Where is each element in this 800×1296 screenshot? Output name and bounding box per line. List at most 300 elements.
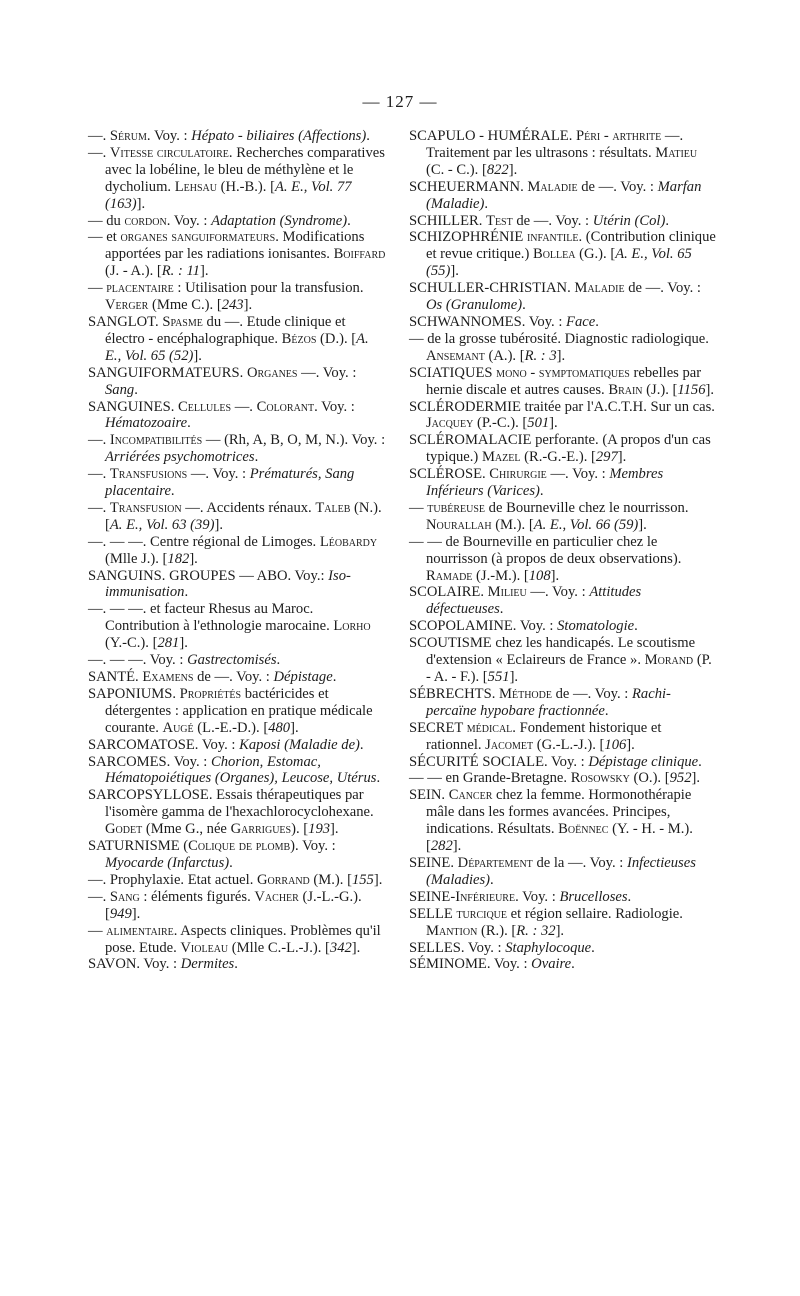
entry-text: .: [665, 212, 669, 229]
entry-text: SCHEUERMANN.: [409, 178, 528, 195]
entry-term: Lehsau: [174, 178, 217, 195]
entry-text: ].: [189, 550, 198, 567]
entry-term: Nourallah: [426, 516, 492, 533]
entry-term: Département: [457, 854, 533, 871]
entry-text: .: [595, 313, 599, 330]
entry-term: Lorho: [333, 618, 371, 635]
entry-reference: Staphylocoque: [505, 939, 592, 956]
entry-term: Léobardy: [319, 533, 378, 550]
index-entry: [88, 838, 388, 872]
entry-text: SCHIZOPHRÉNIE: [409, 229, 527, 246]
entry-text: —. Accidents rénaux.: [181, 499, 316, 516]
entry-reference: 480: [268, 719, 291, 736]
index-entry: [409, 855, 719, 889]
entry-text: SCLÉRODERMIE traitée par l'A.C.T.H. Sur un cas.: [409, 398, 715, 415]
index-entry: [409, 432, 719, 466]
entry-text: (Mlle C.-L.-J.). [: [228, 939, 330, 956]
entry-term: Examens: [142, 669, 194, 685]
entry-term: Matieu: [655, 144, 698, 161]
entry-term: cordon: [124, 212, 167, 229]
entry-text: (O.). [: [629, 770, 670, 787]
entry-text: .: [359, 736, 364, 753]
index-entry: [409, 500, 719, 534]
entry-reference: Gastrectomisés: [187, 652, 277, 669]
entry-term: Augé: [162, 719, 194, 736]
entry-reference: Utérin (Col): [592, 212, 666, 229]
entry-reference: Adaptation (Syndrome): [211, 212, 348, 229]
index-entry: [88, 500, 388, 534]
entry-term: Sang: [109, 888, 140, 905]
entry-text: —.: [88, 888, 110, 905]
entry-text: .: [376, 770, 381, 787]
entry-text: ). [: [291, 821, 309, 838]
index-entry: [409, 331, 719, 365]
index-entry: [88, 314, 388, 365]
index-entry: [88, 145, 388, 213]
entry-text: SAVON. Voy. :: [88, 956, 181, 973]
index-entry: [88, 889, 388, 923]
entry-text: —. Voy. :: [546, 466, 610, 483]
entry-text: (G.-L.-J.). [: [533, 736, 605, 753]
index-entry: [409, 889, 719, 906]
entry-text: SARCOMATOSE. Voy. :: [88, 736, 240, 753]
index-entry: [88, 923, 388, 957]
entry-text: SANGUINS. GROUPES — ABO. Voy.:: [88, 567, 329, 584]
entry-text: —. Traitement par les ultrasons : résultats.: [426, 128, 684, 161]
index-entry: [88, 956, 388, 973]
entry-term: Organes: [246, 364, 298, 381]
index-entry: [88, 213, 388, 230]
entry-term: Mazel: [481, 449, 521, 466]
entry-reference: 193: [308, 821, 331, 838]
index-entry: [88, 601, 388, 652]
entry-text: ].: [508, 161, 518, 178]
index-entry: [409, 229, 719, 280]
entry-text: . Voy. :: [515, 888, 560, 905]
entry-term: Garrigues: [230, 821, 292, 838]
entry-term: Test: [486, 212, 513, 229]
entry-text: SANGLOT.: [88, 313, 163, 330]
entry-term: Maladie: [574, 280, 625, 297]
entry-term: Ansemant: [426, 347, 485, 364]
entry-reference: 952: [669, 770, 692, 787]
entry-term: Vacher: [254, 888, 299, 905]
entry-text: bactéricides et détergentes : application en pratique médicale courante.: [105, 685, 373, 736]
entry-text: ].: [373, 871, 383, 888]
entry-text: ].: [626, 736, 635, 753]
entry-reference: 297: [595, 449, 618, 466]
index-entry: [409, 280, 719, 314]
index-entry: [409, 213, 719, 230]
entry-reference: Dépistage: [273, 669, 333, 685]
entry-text: (Y. - H. - M.). [: [426, 821, 693, 855]
entry-text: de —. Voy. :: [624, 280, 701, 297]
entry-reference: 155: [351, 871, 374, 888]
entry-text: — — en Grande-Bretagne.: [409, 770, 571, 787]
entry-text: ].: [450, 263, 459, 280]
entry-term: Jacomet: [485, 736, 534, 753]
index-entry: [409, 720, 719, 754]
entry-text: chez la femme. Hormonothérapie mâle dans les formes avancées. Principes, indications. Résultats.: [426, 787, 692, 838]
entry-text: (J.). [: [642, 381, 678, 398]
entry-text: SARCOPSYLLOSE. Essais thérapeutiques par l'isomère gamma de l'hexachlorocyclohexane.: [88, 787, 374, 821]
entry-text: (Y.-C.). [: [105, 635, 158, 652]
index-entry: [409, 179, 719, 213]
entry-term: Verger: [105, 297, 149, 314]
entry-text: (J.-L.-G.). [: [105, 888, 362, 922]
entry-text: —. Prophylaxie. Etat actuel.: [88, 871, 257, 888]
entry-text: ].: [193, 347, 202, 364]
entry-text: .: [539, 483, 544, 500]
entry-text: .: [522, 297, 526, 314]
entry-text: (N.). [: [105, 499, 382, 533]
entry-term: Mantion: [426, 922, 478, 939]
entry-text: (A.). [: [484, 347, 525, 364]
entry-term: médical: [466, 719, 513, 736]
entry-term: Méthode: [499, 685, 552, 702]
entry-term: Chirurgie: [489, 466, 547, 483]
entry-reference: 106: [604, 736, 627, 753]
entry-text: SCHULLER-CHRISTIAN.: [409, 280, 575, 297]
entry-term: tubéreuse: [427, 499, 486, 516]
entry-text: SEINE-: [409, 888, 456, 905]
index-entry: [88, 128, 388, 145]
entry-text: —: [88, 280, 107, 297]
entry-term: Transfusions: [109, 466, 188, 483]
entry-reference: A. E., Vol. 77 (163): [105, 178, 352, 212]
entry-term: alimentaire: [106, 922, 174, 939]
index-entry: [409, 940, 719, 957]
entry-reference: Ovaire: [531, 956, 572, 973]
index-entry: [409, 314, 719, 331]
entry-text: —. — —. Voy. :: [88, 652, 188, 669]
entry-text: . Aspects cliniques. Problèmes qu'il pose. Etude.: [105, 922, 381, 956]
entry-text: —. — —. Centre régional de Limoges.: [88, 533, 320, 550]
entry-text: .: [234, 956, 238, 973]
entry-reference: 282: [430, 838, 453, 855]
entry-text: —.: [88, 466, 110, 483]
entry-text: ). Voy. :: [290, 838, 336, 855]
index-entry: [88, 365, 388, 399]
entry-term: Boiffard: [333, 246, 386, 263]
index-entry: [409, 466, 719, 500]
entry-text: — et: [88, 229, 121, 246]
entry-reference: Brucelloses: [559, 888, 628, 905]
entry-reference: 949: [109, 905, 132, 922]
entry-text: du —. Etude clinique et électro - encéphalographique.: [105, 313, 346, 347]
entry-reference: R. : 11: [161, 263, 200, 280]
entry-text: ].: [638, 516, 647, 533]
entry-text: SELLE: [409, 905, 457, 922]
entry-term: Spasme: [162, 313, 203, 330]
entry-text: —.: [88, 432, 110, 449]
entry-text: SANTÉ.: [88, 669, 143, 685]
index-entry: [88, 872, 388, 889]
entry-text: SANGUIFORMATEURS.: [88, 364, 247, 381]
entry-term: infantile: [526, 229, 579, 246]
index-entry: [88, 229, 388, 280]
entry-text: —. — —. et facteur Rhesus au Maroc. Contribution à l'ethnologie marocaine.: [88, 601, 334, 635]
entry-reference: R. : 3: [524, 347, 557, 364]
entry-reference: Hématozoaire: [105, 415, 188, 432]
entry-reference: 108: [528, 567, 551, 584]
entry-term: Péri - arthrite: [576, 128, 662, 144]
entry-text: (C. - C.). [: [426, 161, 487, 178]
entry-text: .: [276, 652, 281, 669]
index-column-right: [409, 128, 719, 973]
entry-reference: 551: [487, 669, 510, 685]
entry-term: Godet: [105, 821, 143, 838]
entry-text: . Voy. :: [166, 212, 212, 229]
entry-text: (J.-M.). [: [472, 567, 529, 584]
entry-term: Morand: [644, 652, 694, 669]
entry-text: : Utilisation pour la transfusion.: [173, 280, 364, 297]
entry-text: ].: [555, 922, 565, 939]
entry-reference: Marfan (Maladie): [426, 178, 702, 212]
entry-text: : éléments figurés.: [139, 888, 255, 905]
entry-reference: 822: [486, 161, 509, 178]
entry-text: SCHILLER.: [409, 212, 487, 229]
index-entry: [409, 584, 719, 618]
entry-text: (Mme C.). [: [148, 297, 222, 314]
entry-text: .: [229, 854, 233, 871]
entry-term: Violeau: [180, 939, 229, 956]
entry-text: SCOPOLAMINE. Voy. :: [409, 618, 558, 635]
entry-term: Vitesse circulatoire: [109, 144, 229, 161]
entry-text: (Mme G., née: [142, 821, 231, 838]
entry-term: Sérum: [109, 128, 147, 144]
entry-text: ].: [550, 567, 560, 584]
entry-reference: A. E., Vol. 65 (52): [105, 330, 369, 364]
index-entry: [409, 128, 719, 179]
entry-text: .: [184, 584, 189, 601]
index-entry: [409, 754, 719, 771]
entry-text: (D.). [: [316, 330, 357, 347]
index-entry: [409, 686, 719, 720]
entry-text: .: [627, 888, 632, 905]
entry-text: .: [332, 669, 337, 685]
entry-text: .: [591, 939, 595, 956]
index-entry: [409, 787, 719, 855]
index-entry: [88, 737, 388, 754]
entry-text: ].: [179, 635, 188, 652]
entry-reference: Attitudes défectueuses: [426, 584, 642, 618]
entry-text: .: [347, 212, 351, 229]
entry-reference: 243: [221, 297, 244, 314]
entry-text: —.: [88, 144, 110, 161]
entry-reference: 342: [329, 939, 352, 956]
entry-reference: Dermites: [180, 956, 235, 973]
page-number: — 127 —: [362, 92, 438, 111]
entry-text: . Recherches comparatives avec la lobéline, le bleu de méthylène et le dycholium.: [105, 144, 385, 195]
entry-text: .: [698, 753, 702, 770]
entry-reference: Os (Granulome): [426, 297, 523, 314]
entry-text: SANGUINES.: [88, 398, 178, 415]
entry-text: SCAPULO - HUMÉRALE.: [409, 128, 577, 144]
entry-reference: Sang: [105, 381, 135, 398]
entry-text: SCHWANNOMES. Voy. :: [409, 313, 567, 330]
entry-text: —.: [231, 398, 257, 415]
index-entry: [409, 365, 719, 399]
entry-reference: Prématurés, Sang placentaire: [105, 466, 355, 500]
entry-text: ].: [290, 719, 299, 736]
entry-text: —. Voy. :: [187, 466, 250, 483]
entry-reference: 281: [157, 635, 180, 652]
entry-reference: Chorion, Estomac, Hématopoiétiques (Organes), Leucose, Utérus: [105, 753, 377, 787]
entry-text: (R.). [: [477, 922, 517, 939]
entry-reference: Membres Inférieurs (Varices): [426, 466, 664, 500]
entry-text: .: [490, 871, 494, 888]
entry-text: SÉCURITÉ SOCIALE. Voy. :: [409, 753, 589, 770]
entry-text: SÉMINOME. Voy. :: [409, 956, 532, 973]
entry-term: Cancer: [448, 787, 493, 804]
entry-reference: A. E., Vol. 66 (59): [533, 516, 639, 533]
entry-reference: Arriérées psychomotrices: [105, 449, 255, 466]
entry-term: Propriétés: [179, 685, 242, 702]
entry-term: Incompatibilités: [109, 432, 203, 449]
entry-text: SARCOMES. Voy. :: [88, 753, 212, 770]
entry-text: (M.). [: [491, 516, 534, 533]
entry-reference: Rachi-percaïne hypobare fractionnée: [426, 685, 671, 719]
entry-reference: Myocarde (Infarctus): [105, 854, 230, 871]
entry-term: mono - symptomatiques: [496, 364, 630, 381]
entry-text: (R.-G.-E.). [: [520, 449, 596, 466]
entry-text: —.: [88, 499, 110, 516]
entry-text: (P.-C.). [: [473, 415, 528, 432]
entry-text: .: [187, 415, 191, 432]
entry-term: Brain: [608, 381, 643, 398]
entry-reference: Kaposi (Maladie de): [239, 736, 360, 753]
entry-reference: Iso-immunisation: [105, 567, 351, 601]
entry-term: organes sanguiformateurs: [120, 229, 276, 246]
entry-text: SCLÉROMALACIE perforante. (A propos d'un cas typique.): [409, 432, 711, 466]
entry-text: SCIATIQUES: [409, 364, 497, 381]
index-entry: [88, 652, 388, 669]
entry-text: . Modifications apportées par les radiations ionisantes.: [105, 229, 365, 263]
entry-term: Bollea: [532, 246, 576, 263]
entry-text: .: [134, 381, 138, 398]
entry-text: —.: [88, 128, 110, 144]
entry-text: de Bourneville chez le nourrisson.: [485, 499, 689, 516]
entry-text: .: [499, 601, 504, 618]
entry-text: SATURNISME (: [88, 838, 189, 855]
entry-reference: 182: [167, 550, 190, 567]
entry-text: SAPONIUMS.: [88, 685, 180, 702]
entry-text: et région sellaire. Radiologie.: [507, 905, 683, 922]
entry-term: Gorrand: [257, 871, 310, 888]
entry-text: de la —. Voy. :: [532, 854, 627, 871]
entry-term: Rosowsky: [570, 770, 630, 787]
index-entry: [409, 618, 719, 635]
entry-text: SECRET: [409, 719, 467, 736]
entry-text: SÉBRECHTS.: [409, 685, 500, 702]
entry-text: —: [88, 922, 107, 939]
index-entry: [88, 280, 388, 314]
entry-reference: A. E., Vol. 63 (39): [109, 516, 215, 533]
entry-text: ].: [136, 195, 146, 212]
entry-text: (M.). [: [309, 871, 352, 888]
entry-text: . (Contribution clinique et revue critique.): [426, 229, 716, 263]
entry-term: Jacquey: [426, 415, 474, 432]
entry-term: Colorant: [256, 398, 315, 415]
entry-term: Boënnec: [558, 821, 609, 838]
index-entry: [409, 956, 719, 973]
entry-text: — de la grosse tubérosité. Diagnostic radiologique.: [409, 330, 709, 347]
index-entry: [409, 399, 719, 433]
index-entry: [409, 635, 719, 686]
entry-text: — — de Bourneville en particulier chez le nourrisson (à propos de deux observations).: [409, 533, 682, 567]
entry-text: ].: [351, 939, 361, 956]
entry-term: Milieu: [487, 584, 527, 601]
entry-reference: Dépistage clinique: [588, 753, 699, 770]
entry-text: .: [254, 449, 259, 466]
entry-text: ].: [452, 838, 462, 855]
index-entry: [88, 432, 388, 466]
entry-term: Transfusion: [109, 499, 182, 516]
entry-text: ].: [705, 381, 715, 398]
entry-term: Maladie: [527, 178, 578, 195]
entry-text: .: [571, 956, 575, 973]
entry-text: ].: [556, 347, 566, 364]
entry-text: SCOLAIRE.: [409, 584, 488, 601]
entry-text: . Voy. :: [146, 128, 192, 144]
entry-term: placentaire: [106, 280, 174, 297]
entry-text: de —. Voy. :: [193, 669, 274, 685]
entry-text: ].: [199, 263, 209, 280]
entry-text: —. Voy. :: [297, 364, 357, 381]
entry-term: Taleb: [315, 499, 351, 516]
index-entry: [88, 787, 388, 838]
entry-text: —: [409, 499, 428, 516]
entry-text: de —. Voy. :: [512, 212, 593, 229]
entry-text: de —. Voy. :: [551, 685, 632, 702]
index-entry: [409, 906, 719, 940]
entry-text: ].: [509, 669, 519, 685]
entry-text: SCOUTISME chez les handicapés. Le scoutisme d'extension « Eclaireurs de France ».: [409, 635, 696, 669]
entry-text: .: [484, 195, 489, 212]
entry-reference: Infectieuses (Maladies): [426, 854, 696, 888]
entry-text: .: [366, 128, 370, 144]
entry-term: Inférieure: [455, 888, 516, 905]
entry-reference: 501: [527, 415, 550, 432]
index-entry: [88, 568, 388, 602]
entry-reference: Stomatologie: [557, 618, 635, 635]
entry-text: de —. Voy. :: [577, 178, 658, 195]
entry-text: ].: [549, 415, 558, 432]
entry-text: ].: [131, 905, 141, 922]
entry-reference: R. : 32: [516, 922, 556, 939]
entry-text: .: [604, 702, 609, 719]
entry-text: .: [634, 618, 638, 635]
entry-text: rebelles par hernie discale et autres causes.: [426, 364, 702, 398]
entry-text: ].: [214, 516, 223, 533]
entry-text: — du: [88, 212, 125, 229]
index-column-left: [88, 128, 388, 973]
entry-text: .: [170, 483, 175, 500]
entry-text: (G.). [: [575, 246, 616, 263]
index-entry: [88, 669, 388, 686]
entry-term: turcique: [456, 905, 507, 922]
entry-text: ].: [330, 821, 339, 838]
entry-reference: 1156: [677, 381, 706, 398]
entry-text: (L.-E.-D.). [: [193, 719, 269, 736]
entry-text: ].: [691, 770, 700, 787]
entry-text: ].: [617, 449, 627, 466]
index-entry: [88, 686, 388, 737]
entry-text: ].: [243, 297, 253, 314]
entry-text: SCLÉROSE.: [409, 466, 490, 483]
entry-text: SEINE.: [409, 854, 458, 871]
